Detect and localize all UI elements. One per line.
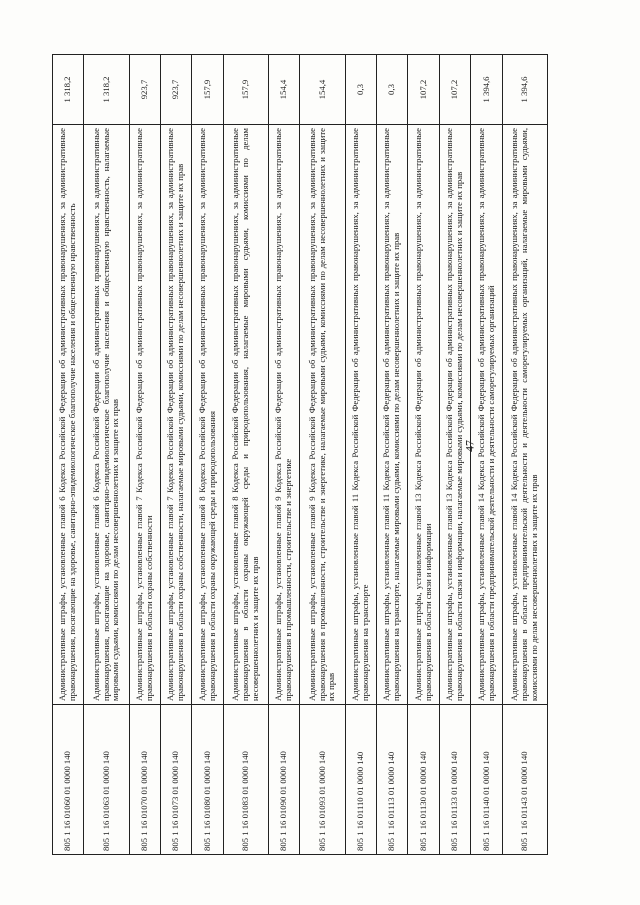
revenue-description-cell: Административные штрафы, установленные главой 9 Кодекса Российской Федерации об административных правонарушениях, за административные правонарушения в промышленности, строительстве и энергетике, налагаемые мировыми судьями, комиссиями по делам несовершеннолетних и защите их прав: [300, 125, 345, 705]
revenue-code-cell: 805 1 16 01093 01 0000 140: [300, 705, 345, 855]
table-row: [408, 55, 439, 855]
revenue-description-cell: Административные штрафы, установленные главой 7 Кодекса Российской Федерации об административных правонарушениях, за административные правонарушения в области охраны собственности: [129, 125, 160, 705]
revenue-code-cell: 805 1 16 01113 01 0000 140: [376, 705, 407, 855]
revenue-code-cell: 805 1 16 01110 01 0000 140: [345, 705, 376, 855]
table-row: [129, 55, 160, 855]
table-row: [192, 55, 223, 855]
table-row: [53, 55, 84, 855]
revenue-code-cell: 805 1 16 01083 01 0000 140: [223, 705, 268, 855]
amount-cell: 0,3: [376, 55, 407, 125]
revenue-code-cell: 805 1 16 01090 01 0000 140: [268, 705, 299, 855]
amount-cell: 157,9: [223, 55, 268, 125]
table-row: [376, 55, 407, 855]
budget-revenue-table: [52, 54, 548, 855]
table-row: [84, 55, 129, 855]
amount-cell: 1 318,2: [53, 55, 84, 125]
revenue-code-cell: 805 1 16 01140 01 0000 140: [471, 705, 502, 855]
page-number: 47: [462, 440, 477, 452]
table-row: [160, 55, 191, 855]
amount-cell: 107,2: [408, 55, 439, 125]
amount-cell: 154,4: [300, 55, 345, 125]
revenue-description-cell: Административные штрафы, установленные главой 8 Кодекса Российской Федерации об административных правонарушениях, за административные правонарушения в области охраны окружающей среды и природопользования: [192, 125, 223, 705]
revenue-code-cell: 805 1 16 01143 01 0000 140: [502, 705, 547, 855]
amount-cell: 923,7: [160, 55, 191, 125]
revenue-code-cell: 805 1 16 01080 01 0000 140: [192, 705, 223, 855]
rotated-table-frame: [52, 55, 548, 855]
table-row: [223, 55, 268, 855]
amount-cell: 0,3: [345, 55, 376, 125]
revenue-description-cell: Административные штрафы, установленные главой 9 Кодекса Российской Федерации об административных правонарушениях, за административные правонарушения в промышленности, строительстве и энергетике: [268, 125, 299, 705]
revenue-description-cell: Административные штрафы, установленные главой 11 Кодекса Российской Федерации об административных правонарушениях, за административные правонарушения на транспорте, налагаемые мировыми судьями, комиссиями по делам несовершеннолетних и защите их прав: [376, 125, 407, 705]
amount-cell: 107,2: [439, 55, 470, 125]
amount-cell: 1 394,6: [471, 55, 502, 125]
revenue-code-cell: 805 1 16 01070 01 0000 140: [129, 705, 160, 855]
revenue-description-cell: Административные штрафы, установленные главой 13 Кодекса Российской Федерации об административных правонарушениях, за административные правонарушения в области связи и информации, налагаемые мировыми судьями, комиссиями по делам несовершеннолетних и защите их прав: [439, 125, 470, 705]
table-row: [471, 55, 502, 855]
revenue-code-cell: 805 1 16 01130 01 0000 140: [408, 705, 439, 855]
amount-cell: 157,9: [192, 55, 223, 125]
table-row: [502, 55, 547, 855]
amount-cell: 154,4: [268, 55, 299, 125]
revenue-description-cell: Административные штрафы, установленные главой 6 Кодекса Российской Федерации об административных правонарушениях, за административные правонарушения, посягающие на здоровье, санитарно-эпидемиологическое благополучие населения и общественную нравственность: [53, 125, 84, 705]
amount-cell: 1 394,6: [502, 55, 547, 125]
table-row: [345, 55, 376, 855]
amount-cell: 923,7: [129, 55, 160, 125]
table-row: [439, 55, 470, 855]
revenue-description-cell: Административные штрафы, установленные главой 6 Кодекса Российской Федерации об административных правонарушениях, за административные правонарушения, посягающие на здоровье, санитарно-эпидемиологическое благополучие населения и общественную нравственность, налагаемые мировыми судьями, комиссиями по делам несовершеннолетних и защите их прав: [84, 125, 129, 705]
revenue-description-cell: Административные штрафы, установленные главой 7 Кодекса Российской Федерации об административных правонарушениях, за административные правонарушения в области охраны собственности, налагаемые мировыми судьями, комиссиями по делам несовершеннолетних и защите их прав: [160, 125, 191, 705]
revenue-description-cell: Административные штрафы, установленные главой 14 Кодекса Российской Федерации об административных правонарушениях, за административные правонарушения в области предпринимательской деятельности и деятельности саморегулируемых организаций, налагаемые мировыми судьями, комиссиями по делам несовершеннолетних и защите их прав: [502, 125, 547, 705]
revenue-code-cell: 805 1 16 01063 01 0000 140: [84, 705, 129, 855]
table-row: [300, 55, 345, 855]
revenue-code-cell: 805 1 16 01060 01 0000 140: [53, 705, 84, 855]
revenue-description-cell: Административные штрафы, установленные главой 14 Кодекса Российской Федерации об административных правонарушениях, за административные правонарушения в области предпринимательской деятельности и деятельности саморегулируемых организаций: [471, 125, 502, 705]
revenue-description-cell: Административные штрафы, установленные главой 8 Кодекса Российской Федерации об административных правонарушениях, за административные правонарушения в области охраны окружающей среды и природопользования, налагаемые мировыми судьями, комиссиями по делам несовершеннолетних и защите их прав: [223, 125, 268, 705]
revenue-code-cell: 805 1 16 01133 01 0000 140: [439, 705, 470, 855]
revenue-description-cell: Административные штрафы, установленные главой 13 Кодекса Российской Федерации об административных правонарушениях, за административные правонарушения в области связи и информации: [408, 125, 439, 705]
revenue-code-cell: 805 1 16 01073 01 0000 140: [160, 705, 191, 855]
revenue-description-cell: Административные штрафы, установленные главой 11 Кодекса Российской Федерации об административных правонарушениях, за административные правонарушения на транспорте: [345, 125, 376, 705]
amount-cell: 1 318,2: [84, 55, 129, 125]
table-row: [268, 55, 299, 855]
